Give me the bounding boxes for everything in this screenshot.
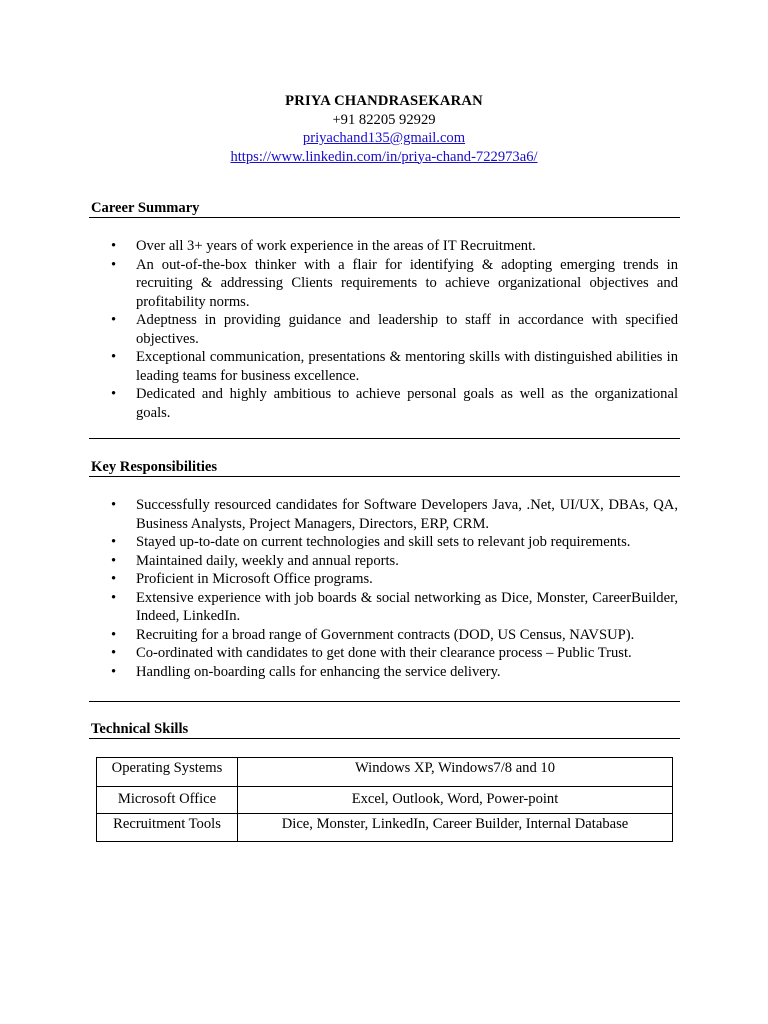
table-row bbox=[97, 814, 673, 842]
skill-category-cell: Microsoft Office bbox=[97, 787, 238, 814]
list-item: • Stayed up-to-date on current technologies and skill sets to relevant job requirements. bbox=[108, 533, 678, 552]
list-item: • Dedicated and highly ambitious to achieve personal goals as well as the organizational goals. bbox=[108, 385, 678, 422]
list-item: • Handling on-boarding calls for enhancing the service delivery. bbox=[108, 663, 678, 682]
skill-value-cell: Excel, Outlook, Word, Power-point bbox=[238, 787, 673, 814]
technical-skills-heading: Technical Skills bbox=[91, 721, 189, 737]
section-divider bbox=[89, 476, 680, 477]
candidate-name: PRIYA CHANDRASEKARAN bbox=[285, 93, 483, 109]
section-divider bbox=[89, 217, 680, 218]
skill-category-cell: Recruitment Tools bbox=[97, 814, 238, 842]
email-link[interactable]: priyachand135@gmail.com bbox=[302, 130, 466, 146]
key-responsibilities-heading: Key Responsibilities bbox=[91, 459, 218, 475]
list-item: • An out-of-the-box thinker with a flair for identifying & adopting emerging trends in recruiting & addressing Clients requirements to achieve organizational objectives and profitability norms. bbox=[108, 256, 678, 312]
list-item: • Extensive experience with job boards & social networking as Dice, Monster, CareerBuilder, Indeed, LinkedIn. bbox=[108, 589, 678, 626]
career-summary-heading: Career Summary bbox=[91, 200, 200, 216]
skill-category-cell: Operating Systems bbox=[97, 758, 238, 787]
key-responsibilities-list bbox=[108, 496, 678, 681]
career-summary-list bbox=[108, 237, 678, 422]
table-row bbox=[97, 787, 673, 814]
list-item: • Recruiting for a broad range of Government contracts (DOD, US Census, NAVSUP). bbox=[108, 626, 678, 645]
table-row bbox=[97, 758, 673, 787]
phone-number: +91 82205 92929 bbox=[332, 111, 436, 128]
section-divider bbox=[89, 738, 680, 739]
section-divider bbox=[89, 701, 680, 702]
skill-value-cell: Windows XP, Windows7/8 and 10 bbox=[238, 758, 673, 787]
list-item: • Adeptness in providing guidance and leadership to staff in accordance with specified objectives. bbox=[108, 311, 678, 348]
skill-value-cell: Dice, Monster, LinkedIn, Career Builder, Internal Database bbox=[238, 814, 673, 842]
technical-skills-table bbox=[96, 757, 673, 842]
list-item: • Over all 3+ years of work experience in the areas of IT Recruitment. bbox=[108, 237, 678, 256]
linkedin-link[interactable]: https://www.linkedin.com/in/priya-chand-722973a6/ bbox=[230, 148, 538, 165]
list-item: • Successfully resourced candidates for Software Developers Java, .Net, UI/UX, DBAs, QA, Business Analysts, Project Managers, Directors, ERP, CRM. bbox=[108, 496, 678, 533]
section-divider bbox=[89, 438, 680, 439]
list-item: • Maintained daily, weekly and annual reports. bbox=[108, 552, 678, 571]
list-item: • Proficient in Microsoft Office programs. bbox=[108, 570, 678, 589]
resume-header bbox=[0, 92, 768, 166]
list-item: • Co-ordinated with candidates to get done with their clearance process – Public Trust. bbox=[108, 644, 678, 663]
list-item: • Exceptional communication, presentations & mentoring skills with distinguished abilities in leading teams for business excellence. bbox=[108, 348, 678, 385]
